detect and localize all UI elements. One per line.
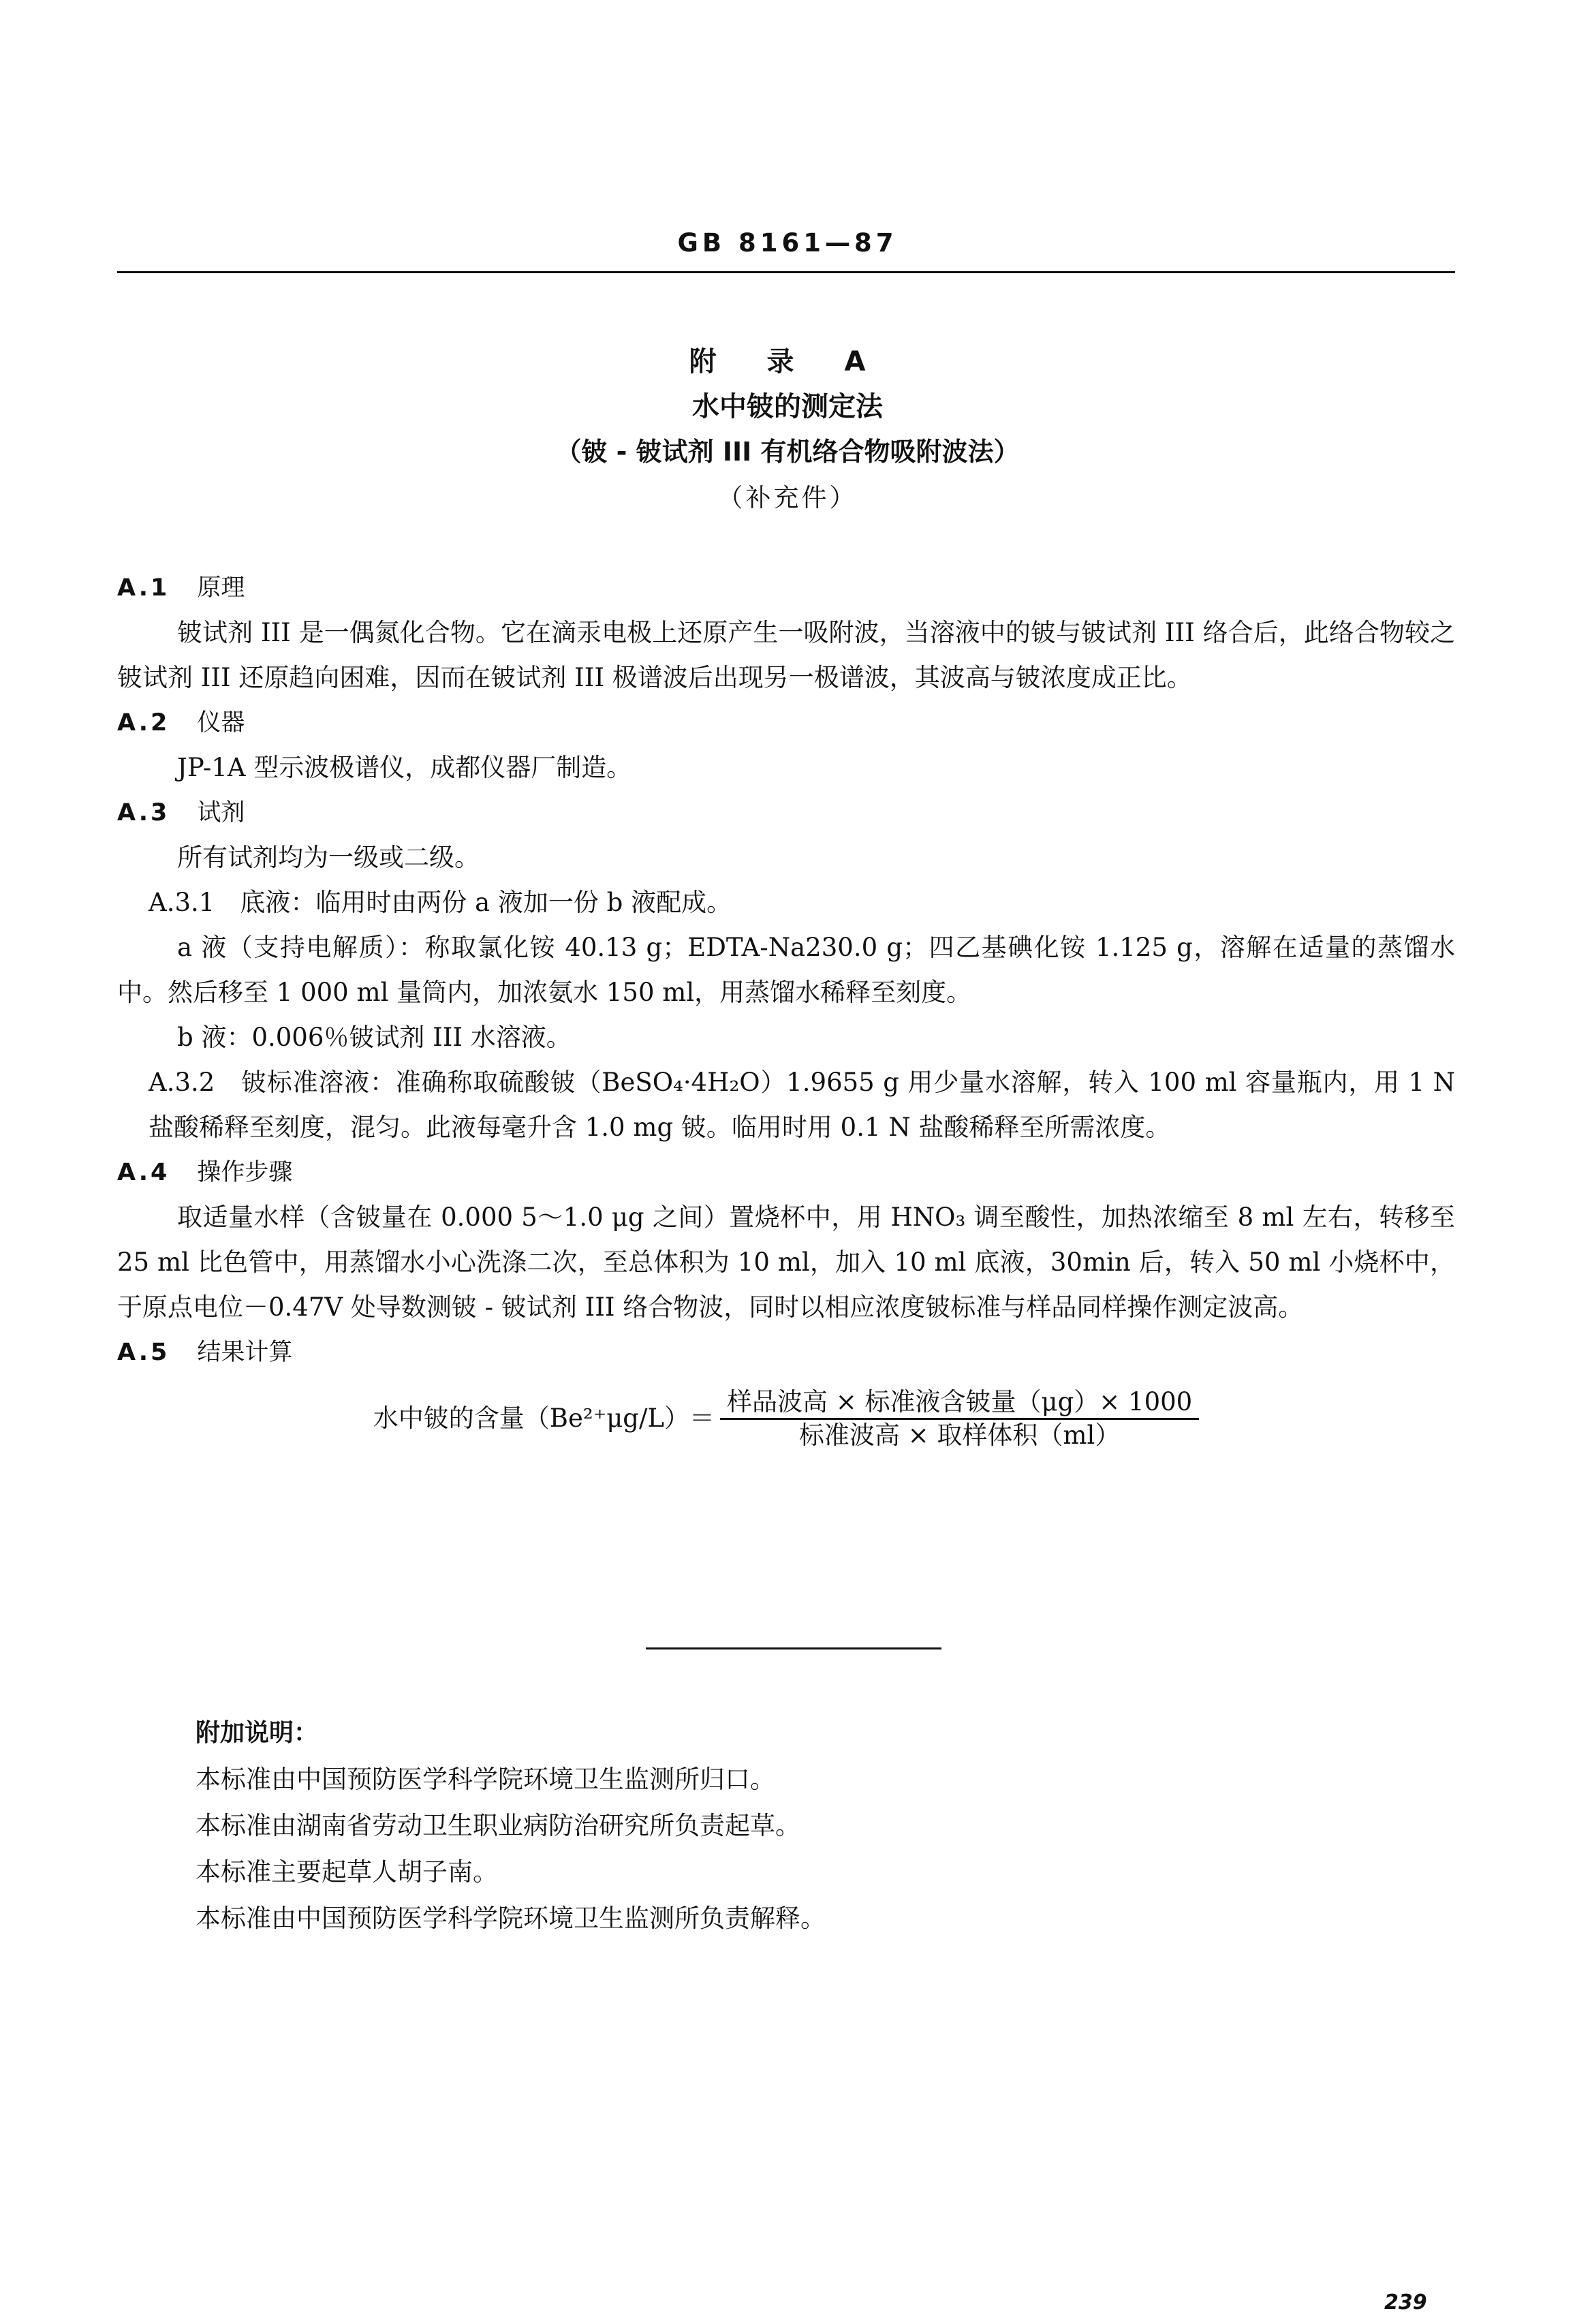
appendix-label: 附 录 A	[689, 346, 886, 377]
section-number: A.2	[117, 709, 170, 737]
formula-numerator: 样品波高 × 标准液含铍量（μg）× 1000	[720, 1386, 1199, 1420]
header-rule	[117, 271, 1455, 273]
result-formula	[117, 1384, 1455, 1453]
appendix-subtitle: （铍 - 铍试剂 III 有机络合物吸附波法）	[555, 437, 1020, 467]
notes-heading: 附加说明：	[196, 1719, 319, 1747]
additional-notes	[196, 1710, 1422, 1942]
note-item: 本标准由中国预防医学科学院环境卫生监测所归口。	[196, 1765, 775, 1794]
section-a3-text: 所有试剂均为一级或二级。	[177, 843, 480, 872]
section-a1-text: 铍试剂 III 是一偶氮化合物。它在滴汞电极上还原产生一吸附波，当溶液中的铍与铍试剂 III 络合后，此络合物较之铍试剂 III 还原趋向困难，因而在铍试剂 III 极谱波后出现另一极谱波，其波高与铍浓度成正比。	[117, 618, 1455, 692]
section-a1-heading	[117, 565, 1455, 610]
section-title: 操作步骤	[197, 1159, 293, 1186]
section-title: 原理	[197, 574, 245, 602]
section-a4-heading	[117, 1150, 1455, 1195]
standard-code-header: GB 8161—87	[677, 228, 898, 258]
subsection-a31-solution-a: a 液（支持电解质）：称取氯化铵 40.13 g；EDTA-Na230.0 g；四乙基碘化铵 1.125 g，溶解在适量的蒸馏水中。然后移至 1 000 ml 量筒内，加浓氨水 150 ml，用蒸馏水稀释至刻度。	[117, 933, 1455, 1007]
appendix-title: 水中铍的测定法	[692, 391, 883, 422]
section-a3-heading	[117, 790, 1455, 835]
section-a2-text: JP-1A 型示波极谱仪，成都仪器厂制造。	[177, 753, 632, 782]
note-item: 本标准主要起草人胡子南。	[196, 1857, 498, 1887]
formula-lhs: 水中铍的含量（Be²⁺μg/L）＝	[373, 1404, 715, 1433]
section-title: 仪器	[197, 709, 245, 737]
section-number: A.1	[117, 574, 170, 602]
subsection-a31-solution-b: b 液：0.006％铍试剂 III 水溶液。	[177, 1023, 572, 1052]
section-title: 试剂	[197, 799, 245, 826]
note-item: 本标准由中国预防医学科学院环境卫生监测所负责解释。	[196, 1904, 826, 1933]
section-a4-text: 取适量水样（含铍量在 0.000 5～1.0 μg 之间）置烧杯中，用 HNO₃ 调至酸性，加热浓缩至 8 ml 左右，转移至 25 ml 比色管中，用蒸馏水小心洗涤二次，至总体积为 10 ml，加入 10 ml 底液，30min 后，转入 50 ml 小烧杯中，于原点电位－0.47V 处导数测铍 - 铍试剂 III 络合物波，同时以相应浓度铍标准与样品同样操作测定波高。	[117, 1203, 1455, 1322]
section-number: A.3	[117, 799, 170, 826]
formula-fraction	[720, 1386, 1199, 1451]
section-number: A.5	[117, 1339, 170, 1366]
subsection-a31: A.3.1 底液：临用时由两份 a 液加一份 b 液配成。	[149, 888, 732, 917]
formula-denominator: 标准波高 × 取样体积（ml）	[798, 1420, 1121, 1450]
end-rule	[646, 1647, 941, 1649]
section-a2-heading	[117, 700, 1455, 745]
subsection-a32: A.3.2 铍标准溶液：准确称取硫酸铍（BeSO₄·4H₂O）1.9655 g 用少量水溶解，转入 100 ml 容量瓶内，用 1 N 盐酸稀释至刻度，混匀。此液每毫升含 1.0 mg 铍。临用时用 0.1 N 盐酸稀释至所需浓度。	[149, 1068, 1455, 1142]
appendix-titles	[0, 341, 1575, 519]
section-title: 结果计算	[197, 1339, 293, 1366]
page-number: 239	[1384, 2291, 1427, 2314]
appendix-supplement: （补充件）	[717, 483, 858, 512]
section-a5-heading	[117, 1330, 1455, 1375]
section-number: A.4	[117, 1159, 170, 1186]
note-item: 本标准由湖南省劳动卫生职业病防治研究所负责起草。	[196, 1811, 800, 1840]
document-body	[117, 565, 1455, 1453]
